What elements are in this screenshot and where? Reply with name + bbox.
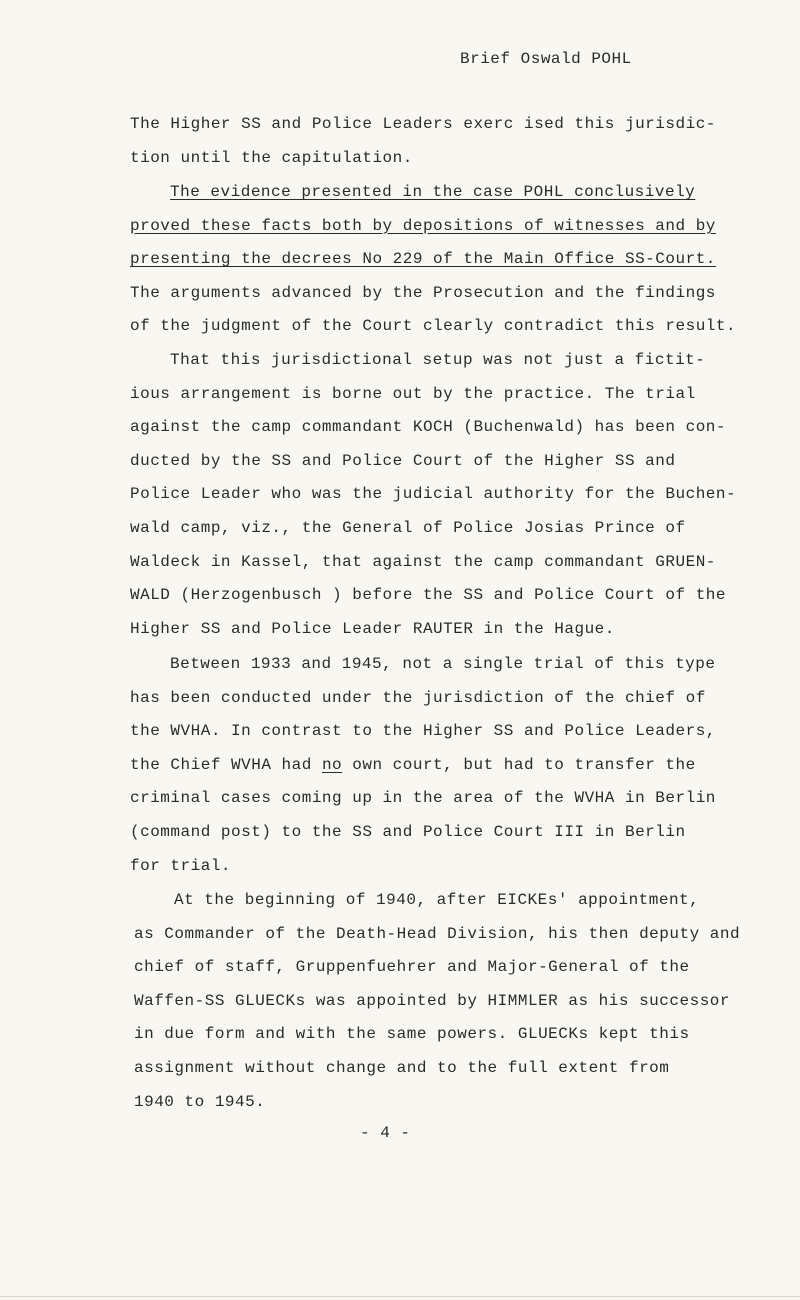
page-number: - 4 - xyxy=(360,1124,411,1142)
text-span: own court, but had to transfer the xyxy=(342,755,696,774)
text-line: as Commander of the Death-Head Division, his then deputy and xyxy=(134,924,741,943)
text-line: against the camp commandant KOCH (Buchenwald) has been con- xyxy=(130,418,726,437)
text-line: Between 1933 and 1945, not a single trial of this type xyxy=(170,655,716,673)
text-line: Waffen-SS GLUECKs was appointed by HIMMLER as his successor xyxy=(134,991,730,1010)
text-line: That this jurisdictional setup was not just a fictit- xyxy=(170,351,706,369)
text-line: for trial. xyxy=(130,856,232,875)
text-line: assignment without change and to the full extent from xyxy=(134,1058,670,1077)
text-line: Higher SS and Police Leader RAUTER in the Hague. xyxy=(130,619,615,638)
text-line: criminal cases coming up in the area of the WVHA in Berlin xyxy=(130,789,716,808)
underlined-line: presenting the decrees No 229 of the Main Office SS-Court. xyxy=(130,250,716,269)
paragraph-4 xyxy=(130,648,750,883)
emphasis-no: no xyxy=(321,755,343,774)
text-line: of the judgment of the Court clearly contradict this result. xyxy=(130,317,737,336)
text-line: WALD (Herzogenbusch ) before the SS and Police Court of the xyxy=(130,586,726,605)
text-line: wald camp, viz., the General of Police Josias Prince of xyxy=(130,518,686,537)
paragraph-3 xyxy=(130,344,750,646)
text-line: Police Leader who was the judicial authority for the Buchen- xyxy=(130,485,737,504)
paragraph-5 xyxy=(134,884,754,1119)
text-line: in due form and with the same powers. GLUECKs kept this xyxy=(134,1025,690,1044)
text-line: The arguments advanced by the Prosecution and the findings xyxy=(130,283,716,302)
text-span: the Chief WVHA had xyxy=(130,755,322,774)
text-line: The Higher SS and Police Leaders exerc ised this jurisdic- xyxy=(130,115,716,133)
text-line: (command post) to the SS and Police Court III in Berlin xyxy=(130,822,686,841)
text-line: has been conducted under the jurisdiction of the chief of xyxy=(130,688,706,707)
page-header: Brief Oswald POHL xyxy=(460,50,632,68)
text-line: At the beginning of 1940, after EICKEs' appointment, xyxy=(174,891,700,909)
text-line: tion until the capitulation. xyxy=(130,148,413,167)
text-line xyxy=(130,749,750,783)
page-edge-divider xyxy=(0,1296,800,1297)
text-line: Waldeck in Kassel, that against the camp commandant GRUEN- xyxy=(130,552,716,571)
text-line: ducted by the SS and Police Court of the Higher SS and xyxy=(130,451,676,470)
text-line: 1940 to 1945. xyxy=(134,1092,266,1111)
paragraph-1 xyxy=(130,108,750,175)
text-line: ious arrangement is borne out by the practice. The trial xyxy=(130,384,696,403)
paragraph-2 xyxy=(130,176,750,344)
underlined-line: The evidence presented in the case POHL conclusively xyxy=(170,183,696,201)
underlined-line: proved these facts both by depositions of witnesses and by xyxy=(130,216,716,235)
text-line: the WVHA. In contrast to the Higher SS and Police Leaders, xyxy=(130,722,716,741)
text-line: chief of staff, Gruppenfuehrer and Major-General of the xyxy=(134,958,690,977)
